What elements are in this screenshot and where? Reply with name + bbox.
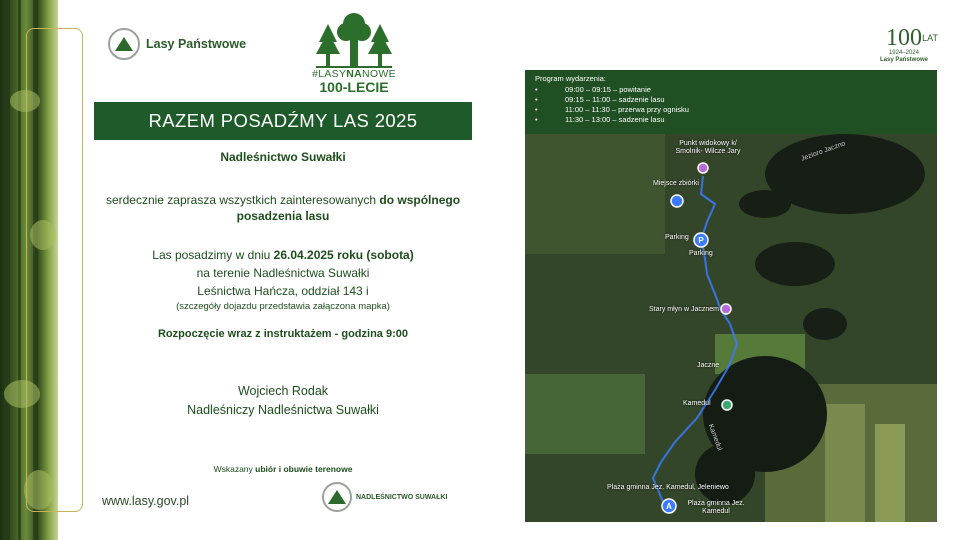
anniv-org: Lasy Państwowe [879,57,929,63]
map-canvas [525,134,937,522]
map-label-lake-kamedul: Kamedul [706,423,723,452]
district-logo [322,482,447,512]
parking-letter: P [698,236,704,245]
map-label-plaza: Plaża gminna Jez. Kamedul, Jeleniewo [607,484,729,491]
anniversary-logo [866,26,942,63]
anniv-years: 1924–2024 [888,50,920,56]
event-title-banner [94,102,472,140]
location-map[interactable] [525,134,937,522]
invitation-text [94,150,472,474]
trees-icon [314,10,394,70]
map-label-kamedul: Kamedul [683,400,711,407]
anniv-number: 100 [886,25,922,51]
map-label-lake-jaczno: Jezioro Jaczno [800,140,847,163]
program-item: • 11:30 – 13:00 – sadzenie lasu [535,115,665,124]
map-label-mill: Stary młyn w Jacznem [649,306,720,313]
mill-marker[interactable] [721,304,731,314]
map-label-parking-2: Parking [689,250,713,257]
program-item: • 09:00 – 09:15 – powitanie [535,85,651,94]
map-label-parking-1: Parking [665,234,689,241]
campaign-hashtag: #LASYNANOWE [312,68,396,80]
website-link[interactable]: www.lasy.gov.pl [102,494,190,508]
invite-paragraph: serdecznie zaprasza wszystkich zainteresowanych do wspólnego posadzenia lasu [105,193,461,223]
lasy-na-nowe-logo [308,10,400,100]
event-program [525,70,937,134]
district-logo-text: NADLEŚNICTWO SUWAŁKI [356,493,448,501]
viewpoint-marker[interactable] [698,163,708,173]
meeting-point-marker[interactable] [671,195,683,207]
signature-name: Wojciech Rodak [237,384,329,398]
lp-emblem-icon [108,28,140,60]
campaign-lecie: 100-LECIE [319,79,389,95]
place-line-2: Leśnictwa Hańcza, oddział 143 i [197,284,369,298]
map-label-viewpoint: Punkt widokowy k/ Smolnik- Wilcze Jary [675,140,741,155]
event-title: RAZEM POSADŹMY LAS 2025 [148,110,418,131]
district-emblem-icon [322,482,352,512]
map-label-plaza-2: Plaża gminna Jez. Kamedul [687,500,745,515]
clothing-note: Wskazany ubiór i obuwie terenowe [213,464,353,474]
map-label-village: Jaczne [697,362,720,369]
district-name: Nadleśnictwo Suwałki [220,150,346,164]
place-line-1: na terenie Nadleśnictwa Suwałki [196,266,370,280]
anniv-lat: LAT [922,33,938,43]
signature-role: Nadleśniczy Nadleśnictwa Suwałki [187,403,379,417]
map-label-meeting: Miejsce zbiórki [653,180,699,187]
start-info: Rozpoczęcie wraz z instruktażem - godzina 9:00 [157,328,408,340]
org-name: Lasy Państwowe [146,37,247,51]
date-line: Las posadzimy w dniu 26.04.2025 roku (sobota) [152,248,414,262]
lasy-panstwowe-logo [108,28,246,60]
directions-note: (szczegóły dojazdu przedstawia załączona mapka) [176,301,390,312]
decorative-frame [26,28,83,512]
program-title: Program wydarzenia: [535,74,606,83]
program-item: • 11:00 – 11:30 – przerwa przy ognisku [535,105,689,114]
kamedul-marker[interactable] [722,400,732,410]
start-letter: A [666,502,672,511]
program-item: • 09:15 – 11:00 – sadzenie lasu [535,95,665,104]
